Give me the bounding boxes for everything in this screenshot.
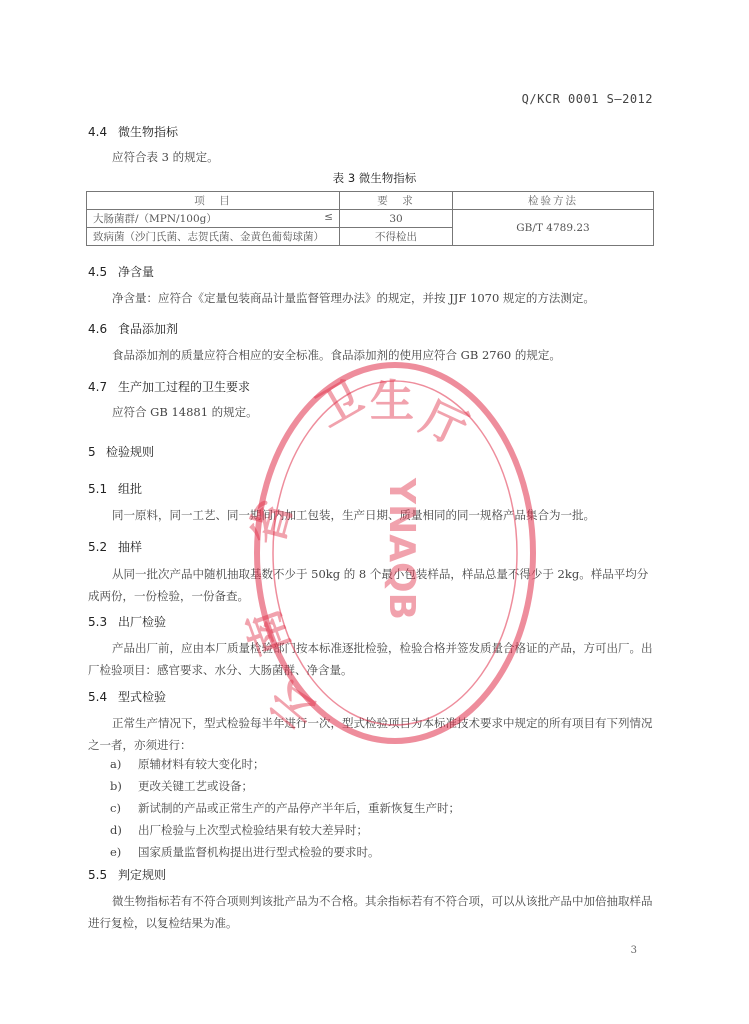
- para-5-1: 同一原料，同一工艺、同一期间内加工包装，生产日期、质量相同的同一规格产品集合为一批。: [112, 508, 595, 522]
- col-header-req: 要 求: [340, 192, 453, 210]
- list-item: a) 原辅材料有较大变化时；: [110, 757, 265, 771]
- list-item: c) 新试制的产品或正常生产的产品停产半年后，重新恢复生产时；: [110, 801, 460, 815]
- heading-5-5: 5.5 判定规则: [88, 868, 167, 882]
- heading-5: 5 检验规则: [88, 445, 155, 459]
- para-5-4: 正常生产情况下，型式检验每半年进行一次，型式检验项目为本标准技术要求中规定的所有项目有下列情况之一者，亦须进行：: [88, 716, 653, 752]
- table-row: [87, 210, 654, 228]
- para-4-7: 应符合 GB 14881 的规定。: [112, 405, 258, 419]
- table-cell: 大肠菌群/（MPN/100g） ≤: [87, 210, 340, 228]
- table-cell: 致病菌（沙门氏菌、志贺氏菌、金黄色葡萄球菌）: [87, 228, 340, 246]
- list-item: d) 出厂检验与上次型式检验结果有较大差异时；: [110, 823, 368, 837]
- doc-code: Q/KCR 0001 S—2012: [521, 92, 653, 106]
- col-header-method: 检验方法: [453, 192, 654, 210]
- official-seal-stamp: [237, 358, 540, 748]
- col-header-item: 项 目: [87, 192, 340, 210]
- heading-5-1: 5.1 组批: [88, 482, 143, 496]
- microbe-table: [86, 191, 654, 246]
- table-cell: 不得检出: [340, 228, 453, 246]
- para-5-3: 产品出厂前，应由本厂质量检验部门按本标准逐批检验，检验合格并签发质量合格证的产品，方可出厂。出厂检验项目：感官要求、水分、大肠菌群、净含量。: [88, 641, 653, 677]
- para-5-2: 从同一批次产品中随机抽取基数不少于 50kg 的 8 个最小包装样品，样品总量不得少于 2kg。样品平均分成两份，一份检验，一份备查。: [88, 567, 649, 603]
- svg-text:生: 生: [370, 376, 414, 427]
- table-caption: 表 3 微生物指标: [332, 171, 417, 185]
- list-item: b) 更改关键工艺或设备；: [110, 779, 253, 793]
- heading-5-3: 5.3 出厂检验: [88, 615, 167, 629]
- svg-text:卫: 卫: [308, 371, 372, 438]
- para-4-6: 食品添加剂的质量应符合相应的安全标准。食品添加剂的使用应符合 GB 2760 的规定。: [112, 348, 561, 362]
- svg-text:YNAQB: YNAQB: [381, 478, 422, 621]
- para-4-4: 应符合表 3 的规定。: [112, 150, 219, 164]
- heading-4-6: 4.6 食品添加剂: [88, 322, 179, 336]
- table-cell: 30: [340, 210, 453, 228]
- page-number: 3: [630, 945, 637, 956]
- heading-4-7: 4.7 生产加工过程的卫生要求: [88, 380, 251, 394]
- svg-text:南: 南: [237, 602, 301, 662]
- heading-4-4: 4.4 微生物指标: [88, 125, 179, 139]
- svg-text:厅: 厅: [413, 391, 475, 457]
- svg-text:云: 云: [260, 671, 328, 739]
- svg-text:省: 省: [241, 495, 303, 551]
- heading-5-4: 5.4 型式检验: [88, 690, 167, 704]
- heading-5-2: 5.2 抽样: [88, 540, 143, 554]
- list-item: e) 国家质量监督机构提出进行型式检验的要求时。: [110, 845, 380, 859]
- para-5-5: 微生物指标若有不符合项则判该批产品为不合格。其余指标若有不符合项，可以从该批产品中加倍抽取样品进行复检，以复检结果为准。: [88, 894, 653, 930]
- table-cell-method: GB/T 4789.23: [453, 210, 654, 246]
- para-4-5: 净含量：应符合《定量包装商品计量监督管理办法》的规定，并按 JJF 1070 规定的方法测定。: [112, 291, 595, 305]
- heading-4-5: 4.5 净含量: [88, 265, 155, 279]
- table-header-row: [87, 192, 654, 210]
